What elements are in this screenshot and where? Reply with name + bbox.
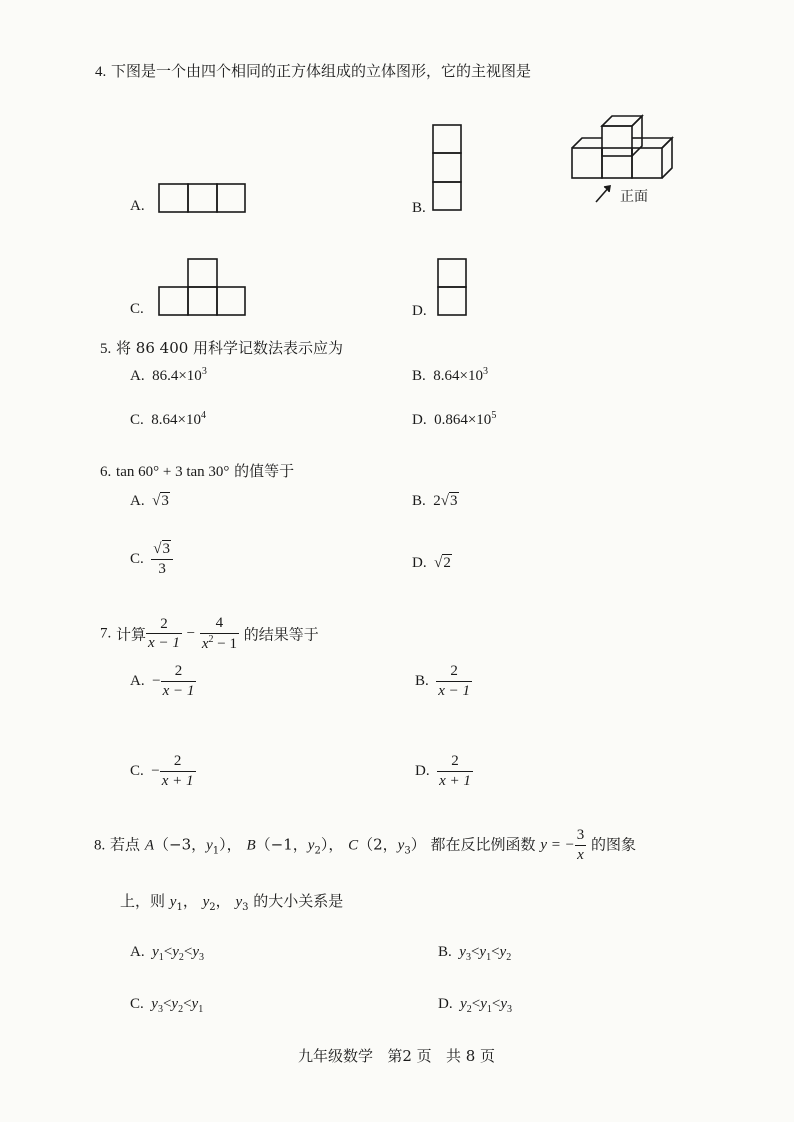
question-6-stem: 6. tan 60° + 3 tan 30° 的值等于 <box>100 462 295 480</box>
q5-option-a: A. $86.4\times 10^3$ <box>130 366 207 384</box>
sqrt-symbol: √3 <box>152 493 169 509</box>
q5-option-c: C. $8.64\times 10^4$ <box>130 410 206 428</box>
page-footer: 九年级数学 第2 页 共 8 页 <box>298 1047 496 1065</box>
q7-option-d: D. $\frac{2}{x + 1}$ <box>415 753 471 789</box>
q4-option-d-figure <box>437 258 469 320</box>
q7-option-a: A. − $\frac{2}{x - 1}$ <box>130 663 195 699</box>
q4-option-a-letter: A. <box>130 198 145 214</box>
q4-option-a-figure <box>158 183 248 215</box>
front-label: 正面 <box>620 189 648 205</box>
q4-option-c-figure <box>158 258 248 318</box>
q5-option-d: D. $0.864\times 10^5$ <box>412 410 497 428</box>
q6-option-d: D. √2 <box>412 555 451 571</box>
q4-option-b-figure <box>432 124 464 214</box>
q7-option-c: C. − $\frac{2}{x + 1}$ <box>130 753 194 789</box>
q4-option-c-letter: C. <box>130 301 144 317</box>
question-7-stem: 7. 计算 $\frac{2}{x - 1}$ − $\frac{4}{x^2 - 1}$ 的结果等于 <box>100 615 319 652</box>
question-8-stem-line2: 上，则 $y_1$， $y_2$， $y_3$ 的大小关系是 <box>120 892 344 913</box>
q8-option-c: C. $y_3<y_2<y_1$ <box>130 996 204 1015</box>
sqrt-symbol: √3 <box>440 493 458 509</box>
q4-option-d-letter: D. <box>412 303 427 319</box>
q8-option-b: B. $y_3<y_1<y_2$ <box>438 944 512 963</box>
q7-option-b: B. $\frac{2}{x - 1}$ <box>415 663 471 699</box>
q6-option-c: C. $\frac{√3}{3}$ <box>130 540 173 579</box>
q4-option-b-letter: B. <box>412 200 426 216</box>
q5-option-b: B. $8.64\times 10^3$ <box>412 366 488 384</box>
q6-option-b: B. 2√3 <box>412 493 458 509</box>
q8-option-a: A. $y_1<y_2<y_3$ <box>130 944 205 963</box>
sqrt-symbol: √2 <box>434 555 451 571</box>
question-4-stem: 4. 下图是一个由四个相同的正方体组成的立体图形，它的主视图是 <box>95 62 532 80</box>
question-5-stem: 5. 将 86 400 用科学记数法表示应为 <box>100 339 344 357</box>
question-8-stem-line1: 8. 若点 A（−3，$y_1$）， B（−1，$y_2$）， C（2，$y_3$） 都在反比例函数 y = − $\frac{3}{x}$ 的图象 <box>94 827 637 863</box>
q8-option-d: D. $y_2<y_1<y_3$ <box>438 996 513 1015</box>
q6-option-a: A. √3 <box>130 493 169 509</box>
